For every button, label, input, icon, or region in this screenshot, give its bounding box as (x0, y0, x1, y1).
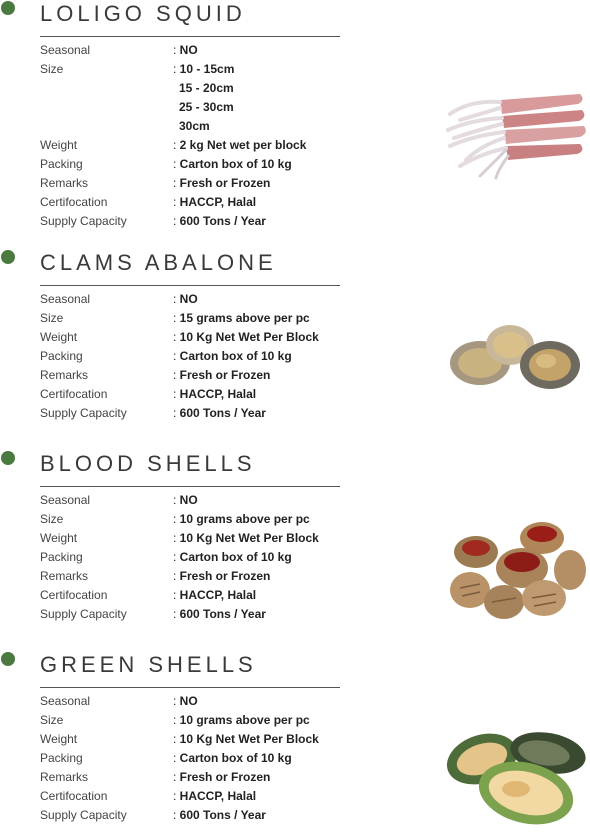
spec-value: 10 Kg Net Wet Per Block (179, 732, 319, 746)
spec-label: Seasonal (40, 292, 91, 306)
spec-list (40, 41, 340, 231)
spec-label: Remarks (40, 368, 89, 382)
spec-row: Seasonal : NO (40, 692, 340, 711)
spec-label: Weight (40, 330, 78, 344)
spec-value: Carton box of 10 kg (179, 349, 292, 363)
spec-label: Packing (40, 349, 83, 363)
spec-label: Packing (40, 550, 83, 564)
spec-row: Seasonal : NO (40, 290, 340, 309)
spec-row-continued (40, 117, 340, 136)
spec-label: Remarks (40, 770, 89, 784)
spec-row: Supply Capacity : 600 Tons / Year (40, 404, 340, 423)
spec-label: Packing (40, 157, 83, 171)
bullet-icon (1, 250, 15, 264)
spec-value: Fresh or Frozen (179, 569, 271, 583)
spec-value: Carton box of 10 kg (179, 157, 292, 171)
spec-label: Size (40, 311, 64, 325)
spec-label: Weight (40, 531, 78, 545)
spec-label: Size (40, 62, 64, 76)
green-shells-image (442, 723, 590, 833)
spec-value: 600 Tons / Year (179, 808, 266, 822)
spec-value: HACCP, Halal (179, 387, 257, 401)
spec-row: Supply Capacity : 600 Tons / Year (40, 806, 340, 825)
spec-value: 25 - 30cm (179, 100, 234, 114)
spec-row: Remarks : Fresh or Frozen (40, 567, 340, 586)
spec-value: 15 - 20cm (179, 81, 234, 95)
spec-label: Size (40, 512, 64, 526)
spec-value: NO (179, 694, 198, 708)
spec-label: Supply Capacity (40, 607, 127, 621)
spec-label: Certifocation (40, 387, 108, 401)
spec-value: Carton box of 10 kg (179, 751, 292, 765)
squid-image (440, 80, 590, 180)
spec-row: Supply Capacity : 600 Tons / Year (40, 212, 340, 231)
section-title: BLOOD SHELLS (40, 451, 256, 476)
spec-value: HACCP, Halal (179, 195, 257, 209)
spec-row: Size : 10 - 15cm (40, 60, 340, 79)
spec-list (40, 692, 340, 825)
spec-row: Packing : Carton box of 10 kg (40, 548, 340, 567)
spec-value: Fresh or Frozen (179, 368, 271, 382)
spec-value: HACCP, Halal (179, 588, 257, 602)
spec-label: Supply Capacity (40, 214, 127, 228)
spec-value: 10 - 15cm (179, 62, 235, 76)
bullet-icon (1, 451, 15, 465)
title-underline (40, 285, 340, 286)
spec-label: Packing (40, 751, 83, 765)
spec-row: Weight : 2 kg Net wet per block (40, 136, 340, 155)
spec-value: Fresh or Frozen (179, 770, 271, 784)
spec-row: Seasonal : NO (40, 41, 340, 60)
spec-label: Weight (40, 138, 78, 152)
spec-value: 2 kg Net wet per block (179, 138, 307, 152)
spec-value: NO (179, 292, 198, 306)
title-underline (40, 486, 340, 487)
spec-row: Seasonal : NO (40, 491, 340, 510)
spec-row: Remarks : Fresh or Frozen (40, 768, 340, 787)
spec-label: Certifocation (40, 588, 108, 602)
spec-row: Packing : Carton box of 10 kg (40, 347, 340, 366)
spec-value: 600 Tons / Year (179, 607, 266, 621)
spec-value: Fresh or Frozen (179, 176, 271, 190)
spec-row: Certifocation : HACCP, Halal (40, 193, 340, 212)
spec-label: Certifocation (40, 195, 108, 209)
spec-row-continued (40, 79, 340, 98)
spec-row: Certifocation : HACCP, Halal (40, 586, 340, 605)
spec-row: Packing : Carton box of 10 kg (40, 155, 340, 174)
spec-value: 10 Kg Net Wet Per Block (179, 531, 319, 545)
spec-label: Remarks (40, 569, 89, 583)
spec-label: Seasonal (40, 493, 91, 507)
spec-value: Carton box of 10 kg (179, 550, 292, 564)
spec-label: Seasonal (40, 694, 91, 708)
section-title: LOLIGO SQUID (40, 1, 246, 26)
spec-label: Seasonal (40, 43, 91, 57)
section-title: GREEN SHELLS (40, 652, 257, 677)
spec-label: Certifocation (40, 789, 108, 803)
spec-label: Size (40, 713, 64, 727)
spec-value: 600 Tons / Year (179, 214, 266, 228)
blood-shells-image (446, 518, 588, 622)
spec-row: Packing : Carton box of 10 kg (40, 749, 340, 768)
spec-list (40, 491, 340, 624)
spec-row: Remarks : Fresh or Frozen (40, 366, 340, 385)
spec-value: 10 grams above per pc (179, 713, 310, 727)
spec-row: Supply Capacity : 600 Tons / Year (40, 605, 340, 624)
spec-value: 10 grams above per pc (179, 512, 310, 526)
spec-row: Size : 10 grams above per pc (40, 711, 340, 730)
section-title: CLAMS ABALONE (40, 250, 277, 275)
title-underline (40, 36, 340, 37)
spec-row: Size : 15 grams above per pc (40, 309, 340, 328)
spec-row: Weight : 10 Kg Net Wet Per Block (40, 328, 340, 347)
spec-label: Supply Capacity (40, 808, 127, 822)
spec-value: 600 Tons / Year (179, 406, 266, 420)
abalone-image (444, 319, 584, 399)
bullet-icon (1, 652, 15, 666)
spec-row: Remarks : Fresh or Frozen (40, 174, 340, 193)
spec-label: Weight (40, 732, 78, 746)
spec-value: HACCP, Halal (179, 789, 257, 803)
spec-list (40, 290, 340, 423)
spec-row: Certifocation : HACCP, Halal (40, 787, 340, 806)
bullet-icon (1, 1, 15, 15)
spec-label: Supply Capacity (40, 406, 127, 420)
spec-row: Weight : 10 Kg Net Wet Per Block (40, 730, 340, 749)
spec-value: NO (179, 493, 198, 507)
spec-label: Remarks (40, 176, 89, 190)
spec-value: NO (179, 43, 198, 57)
spec-value: 10 Kg Net Wet Per Block (179, 330, 319, 344)
spec-value: 15 grams above per pc (179, 311, 310, 325)
title-underline (40, 687, 340, 688)
spec-row: Size : 10 grams above per pc (40, 510, 340, 529)
spec-value: 30cm (179, 119, 210, 133)
spec-row: Weight : 10 Kg Net Wet Per Block (40, 529, 340, 548)
spec-row: Certifocation : HACCP, Halal (40, 385, 340, 404)
spec-row-continued (40, 98, 340, 117)
